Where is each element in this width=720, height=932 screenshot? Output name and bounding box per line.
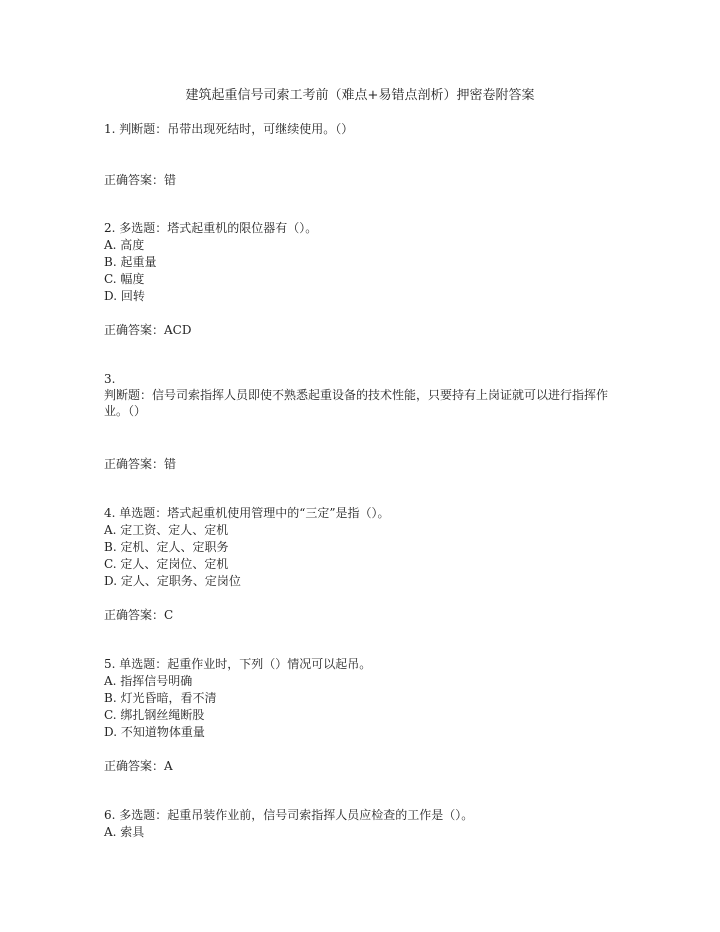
question-2-option-b: B. 起重量	[104, 255, 157, 269]
question-4-option-c: C. 定人、定岗位、定机	[104, 557, 229, 571]
question-4-option-d: D. 定人、定职务、定岗位	[104, 574, 241, 588]
question-5-option-b: B. 灯光昏暗，看不清	[104, 691, 217, 705]
question-4-option-a: A. 定工资、定人、定机	[104, 523, 229, 537]
question-3-number: 3.	[104, 372, 116, 386]
question-5-option-d: D. 不知道物体重量	[104, 725, 205, 739]
question-4-stem: 4. 单选题：塔式起重机使用管理中的“三定”是指（）。	[104, 506, 390, 520]
question-6-option-a: A. 索具	[104, 825, 145, 839]
question-6-stem: 6. 多选题：起重吊装作业前，信号司索指挥人员应检查的工作是（）。	[104, 808, 474, 822]
question-5-option-c: C. 绑扎钢丝绳断股	[104, 708, 205, 722]
question-2-option-d: D. 回转	[104, 289, 145, 303]
question-2-stem: 2. 多选题：塔式起重机的限位器有（）。	[104, 221, 318, 235]
question-5-answer: 正确答案：A	[104, 759, 173, 773]
question-3-stem: 判断题：信号司索指挥人员即使不熟悉起重设备的技术性能，只要持有上岗证就可以进行指挥作业。（）	[104, 388, 609, 418]
question-5-stem: 5. 单选题：起重作业时，下列（）情况可以起吊。	[104, 657, 372, 671]
question-1-answer: 正确答案：错	[104, 173, 177, 187]
question-5-option-a: A. 指挥信号明确	[104, 674, 193, 688]
question-4-answer: 正确答案：C	[104, 608, 174, 622]
question-4-option-b: B. 定机、定人、定职务	[104, 540, 229, 554]
document-title: 建筑起重信号司索工考前（难点+易错点剖析）押密卷附答案	[185, 88, 535, 103]
question-2-answer: 正确答案：ACD	[104, 323, 192, 337]
question-2-option-a: A. 高度	[104, 238, 145, 252]
question-1-stem: 1. 判断题：吊带出现死结时，可继续使用。（）	[104, 122, 354, 136]
question-3-answer: 正确答案：错	[104, 457, 177, 471]
question-2-option-c: C. 幅度	[104, 272, 145, 286]
